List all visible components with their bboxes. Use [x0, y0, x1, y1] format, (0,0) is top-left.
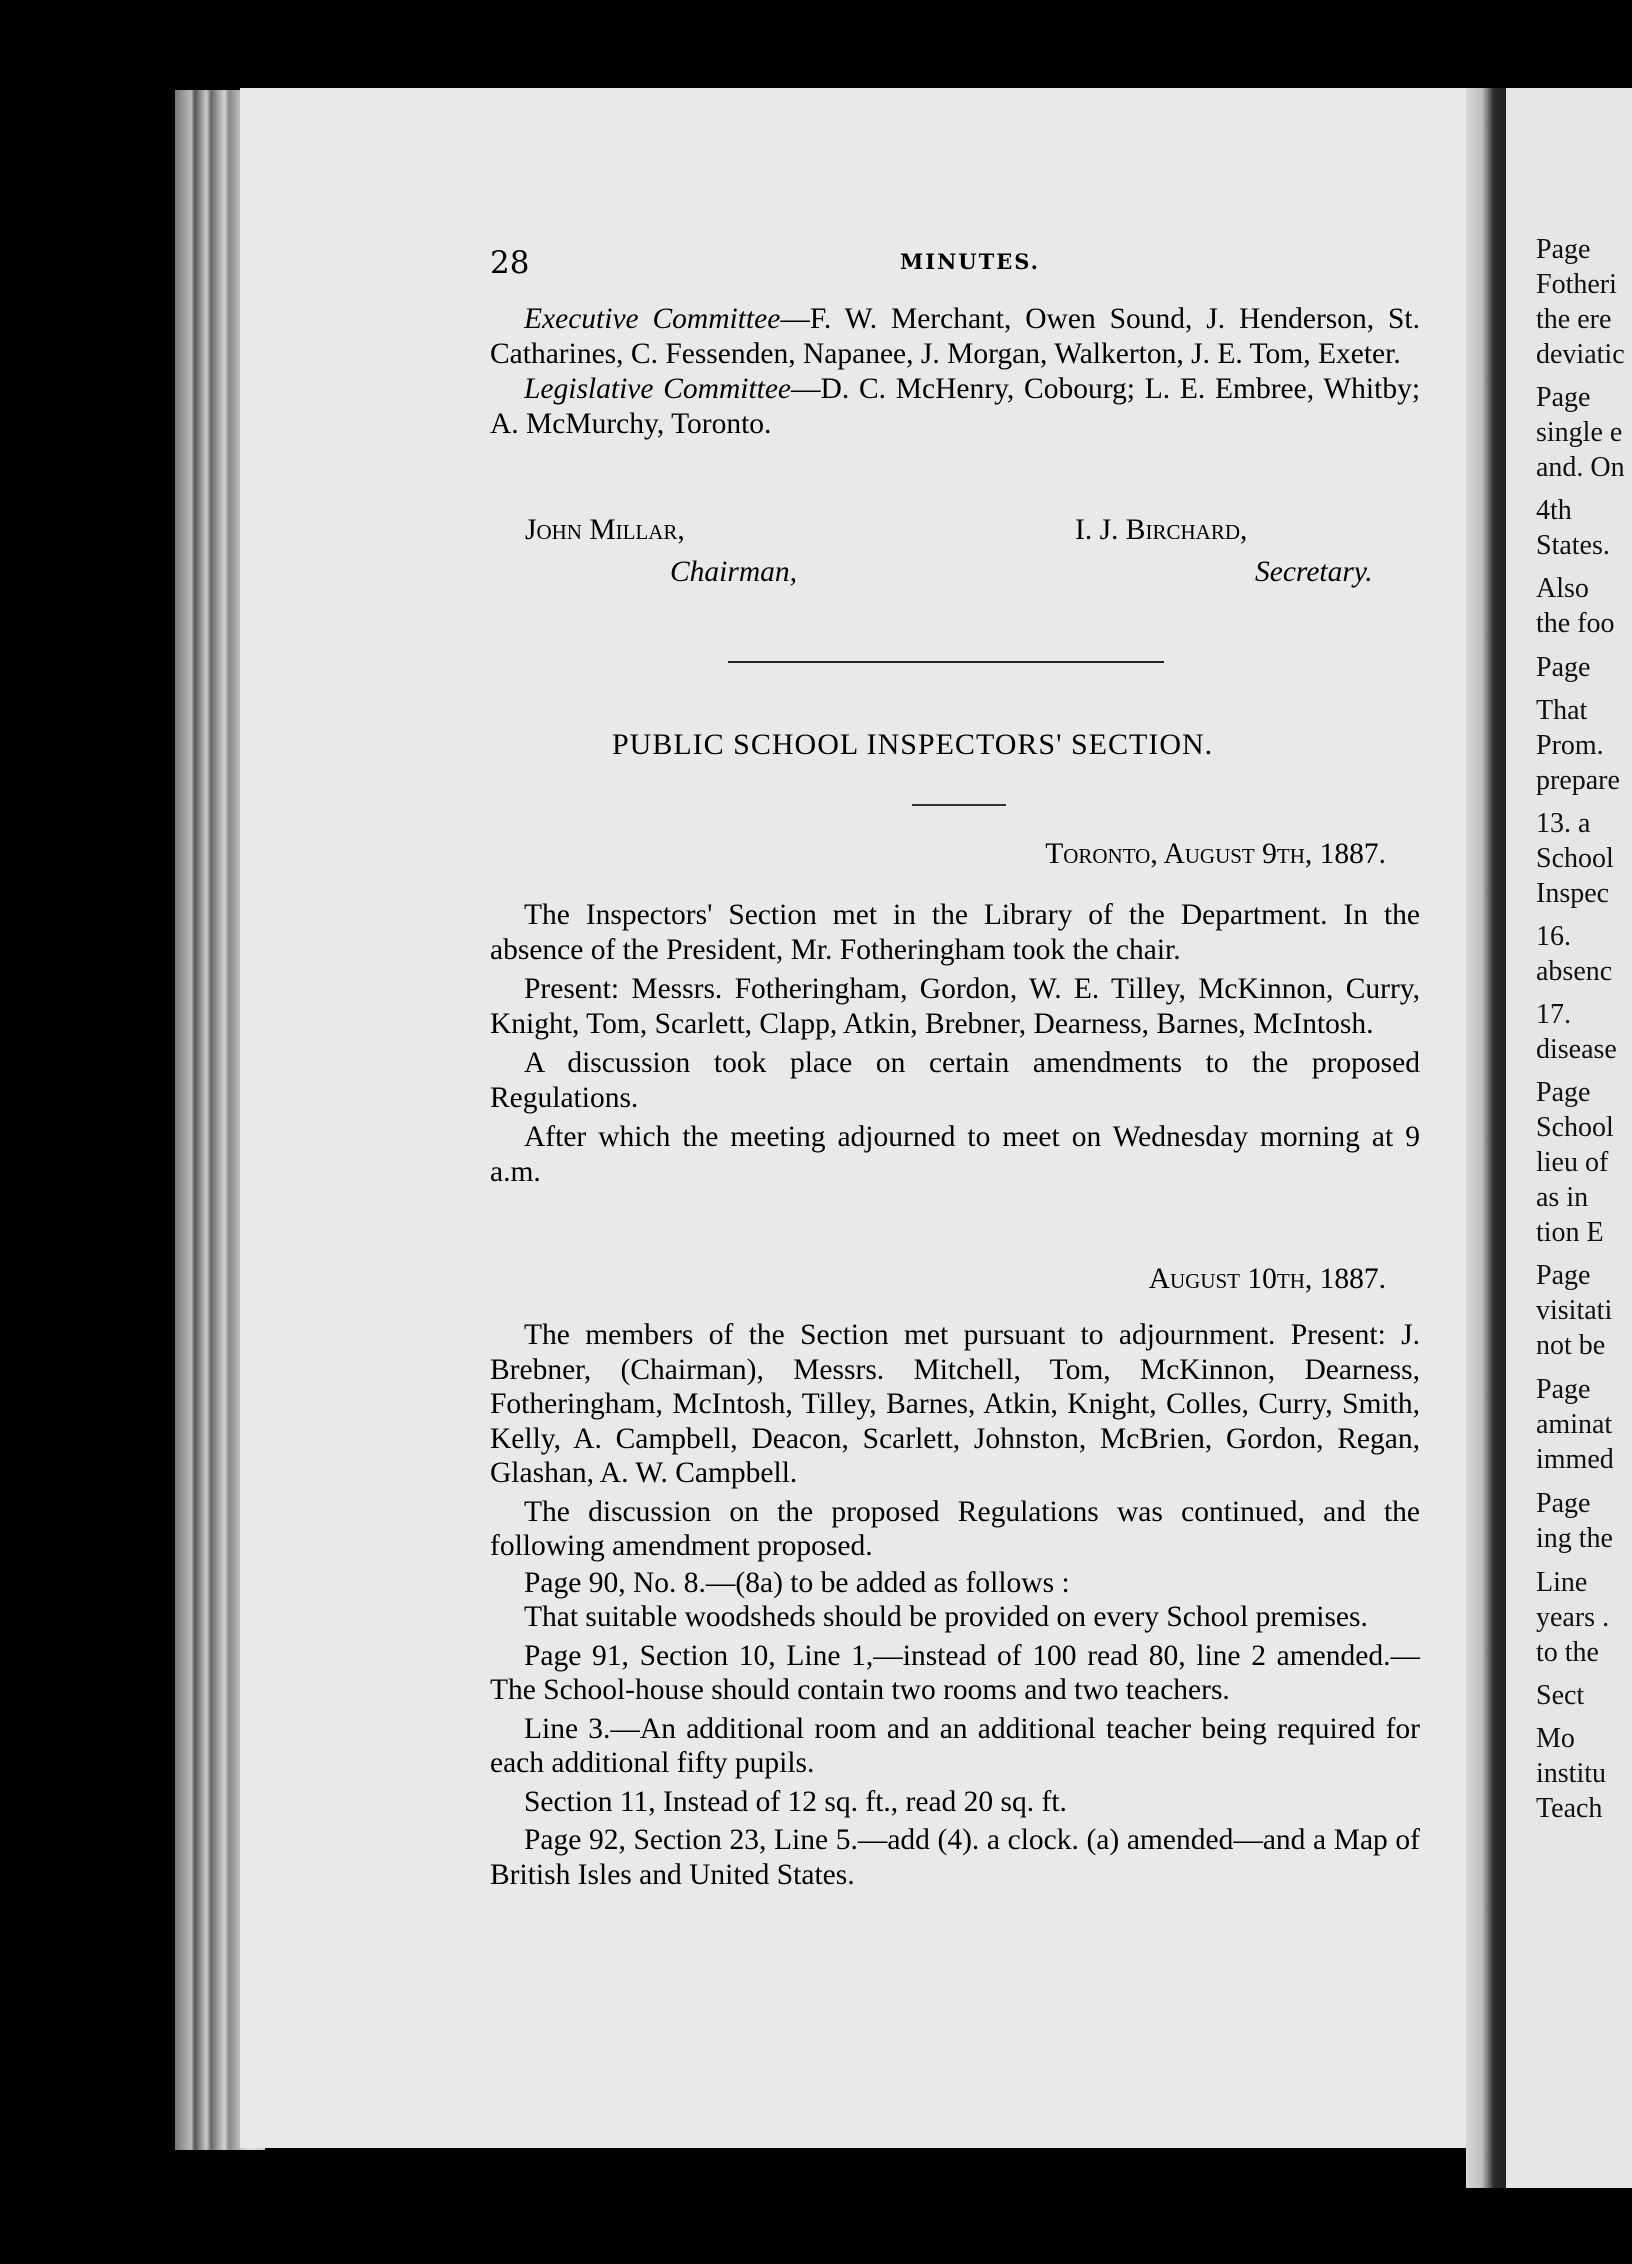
amendment-line-3: Line 3.—An additional room and an additional teacher being required for each additional fifty pupils. — [490, 1712, 1420, 1779]
next-page-text-fragment: Page — [1536, 382, 1591, 413]
next-page-text-fragment: absenc — [1536, 956, 1613, 987]
dateline-august-10: August 10th, 1887. — [1148, 1263, 1386, 1295]
next-page-text-fragment: to the — [1536, 1637, 1599, 1668]
next-page-text-fragment: Page — [1536, 1488, 1591, 1519]
next-page-text-fragment: aminat — [1536, 1409, 1613, 1440]
amendment-page-91: Page 91, Section 10, Line 1,—instead of 100 read 80, line 2 amended.—The School-house should contain two rooms and two teachers. — [490, 1639, 1420, 1706]
legislative-committee-text: —D. C. McHenry, Cobourg; L. E. Embree, Whitby; A. McMurchy, Toronto. — [490, 373, 1421, 440]
next-page-text-fragment: Page — [1536, 1077, 1591, 1108]
next-page-text-fragment: as in — [1536, 1182, 1589, 1213]
meeting-1-body — [490, 898, 1420, 1190]
chairman-name: John Millar, — [525, 514, 685, 546]
book-gutter — [1466, 88, 1506, 2188]
next-page-text-fragment: years . — [1536, 1602, 1610, 1633]
next-page-text-fragment: Line — [1536, 1567, 1588, 1598]
page-number: 28 — [490, 245, 530, 281]
short-divider — [912, 804, 1006, 806]
next-page-text-fragment: School — [1536, 1112, 1614, 1143]
executive-committee-label: Executive Committee — [524, 303, 781, 335]
next-page-text-fragment: single e — [1536, 417, 1623, 448]
next-page-text-fragment: 16. — [1536, 921, 1571, 952]
meeting-2-body — [490, 1318, 1420, 1892]
dateline-august-9: Toronto, August 9th, 1887. — [1045, 838, 1386, 870]
next-page-text-fragment: Page — [1536, 652, 1591, 683]
next-page-text-fragment: ing the — [1536, 1523, 1613, 1554]
next-page-text-fragment: Inspec — [1536, 878, 1610, 909]
next-page-text-fragment: immed — [1536, 1444, 1614, 1475]
next-page-text-fragment: Prom. — [1536, 730, 1604, 761]
next-page-text-fragment: 4th — [1536, 495, 1572, 526]
next-page-text-fragment: institu — [1536, 1758, 1607, 1789]
next-page-text-fragment: 17. — [1536, 999, 1571, 1030]
meeting-1-discussion: A discussion took place on certain amendments to the proposed Regulations. — [490, 1047, 1420, 1114]
next-page-text-fragment: 13. a — [1536, 808, 1591, 839]
next-page-text-fragment: the foo — [1536, 608, 1615, 639]
executive-committee-text: —F. W. Merchant, Owen Sound, J. Henderson, St. Catharines, C. Fessenden, Napanee, J. Morgan, Walkerton, J. E. Tom, Exeter. — [490, 303, 1420, 370]
next-page-text-fragment: not be — [1536, 1330, 1606, 1361]
next-page-text-fragment: Page — [1536, 1374, 1591, 1405]
next-page-text-fragment: Fotheri — [1536, 269, 1617, 300]
next-page-fragment — [1506, 88, 1632, 2188]
next-page-text-fragment: Teach — [1536, 1793, 1603, 1824]
legislative-committee-label: Legislative Committee — [524, 373, 792, 405]
amendment-page-92: Page 92, Section 23, Line 5.—add (4). a clock. (a) amended—and a Map of British Isles and United States. — [490, 1824, 1420, 1891]
next-page-text-fragment: tion E — [1536, 1217, 1604, 1248]
next-page-text-fragment: Mo — [1536, 1723, 1575, 1754]
next-page-text-fragment: deviatic — [1536, 339, 1625, 370]
next-page-text-fragment: Page — [1536, 234, 1591, 265]
committees-block — [490, 302, 1420, 442]
next-page-text-fragment: the ere — [1536, 304, 1612, 335]
chairman-title: Chairman, — [670, 556, 798, 588]
amendment-woodsheds: That suitable woodsheds should be provided on every School premises. — [524, 1601, 1368, 1633]
next-page-text-fragment: States. — [1536, 530, 1610, 561]
amendment-page-90: Page 90, No. 8.—(8a) to be added as follows : — [524, 1566, 1070, 1599]
meeting-2-discussion: The discussion on the proposed Regulations was continued, and the following amendment proposed. — [490, 1495, 1420, 1562]
secretary-title: Secretary. — [1255, 556, 1373, 588]
legislative-committee-paragraph — [490, 372, 1420, 442]
next-page-text-fragment: disease — [1536, 1034, 1617, 1065]
next-page-text-fragment: lieu of — [1536, 1147, 1609, 1178]
secretary-name: I. J. Birchard, — [1075, 514, 1248, 546]
next-page-text-fragment: prepare — [1536, 765, 1620, 796]
next-page-text-fragment: Sect — [1536, 1680, 1585, 1711]
next-page-text-fragment: and. On — [1536, 452, 1625, 483]
section-title: PUBLIC SCHOOL INSPECTORS' SECTION. — [612, 728, 1214, 761]
next-page-text-fragment: That — [1536, 695, 1588, 726]
meeting-1-paragraph: The Inspectors' Section met in the Library of the Department. In the absence of the President, Mr. Fotheringham took the chair. — [490, 899, 1420, 966]
meeting-1-adjourned: After which the meeting adjourned to meet on Wednesday morning at 9 a.m. — [490, 1121, 1420, 1188]
amendment-section-11: Section 11, Instead of 12 sq. ft., read 20 sq. ft. — [524, 1785, 1067, 1818]
next-page-text-fragment: Also — [1536, 573, 1589, 604]
section-divider — [728, 661, 1164, 663]
meeting-2-present: The members of the Section met pursuant to adjournment. Present: J. Brebner, (Chairman), Messrs. Mitchell, Tom, McKinnon, Dearness, Fotheringham, McIntosh, Tilley, Barnes, Atkin, Knight, Colles, Curry, Smith, Kelly, A. Campbell, Deacon, Scarlett, Johnston, McBrien, Gordon, Regan, Glashan, A. W. Campbell. — [490, 1319, 1420, 1489]
running-title: MINUTES. — [900, 249, 1040, 274]
running-head — [490, 245, 1620, 285]
next-page-text-fragment: Page — [1536, 1260, 1591, 1291]
next-page-text-fragment: School — [1536, 843, 1614, 874]
meeting-1-present: Present: Messrs. Fotheringham, Gordon, W. E. Tilley, McKinnon, Curry, Knight, Tom, Scarlett, Clapp, Atkin, Brebner, Dearness, Barnes, McIntosh. — [490, 973, 1420, 1040]
next-page-text-fragment: visitati — [1536, 1295, 1613, 1326]
executive-committee-paragraph — [490, 302, 1420, 372]
